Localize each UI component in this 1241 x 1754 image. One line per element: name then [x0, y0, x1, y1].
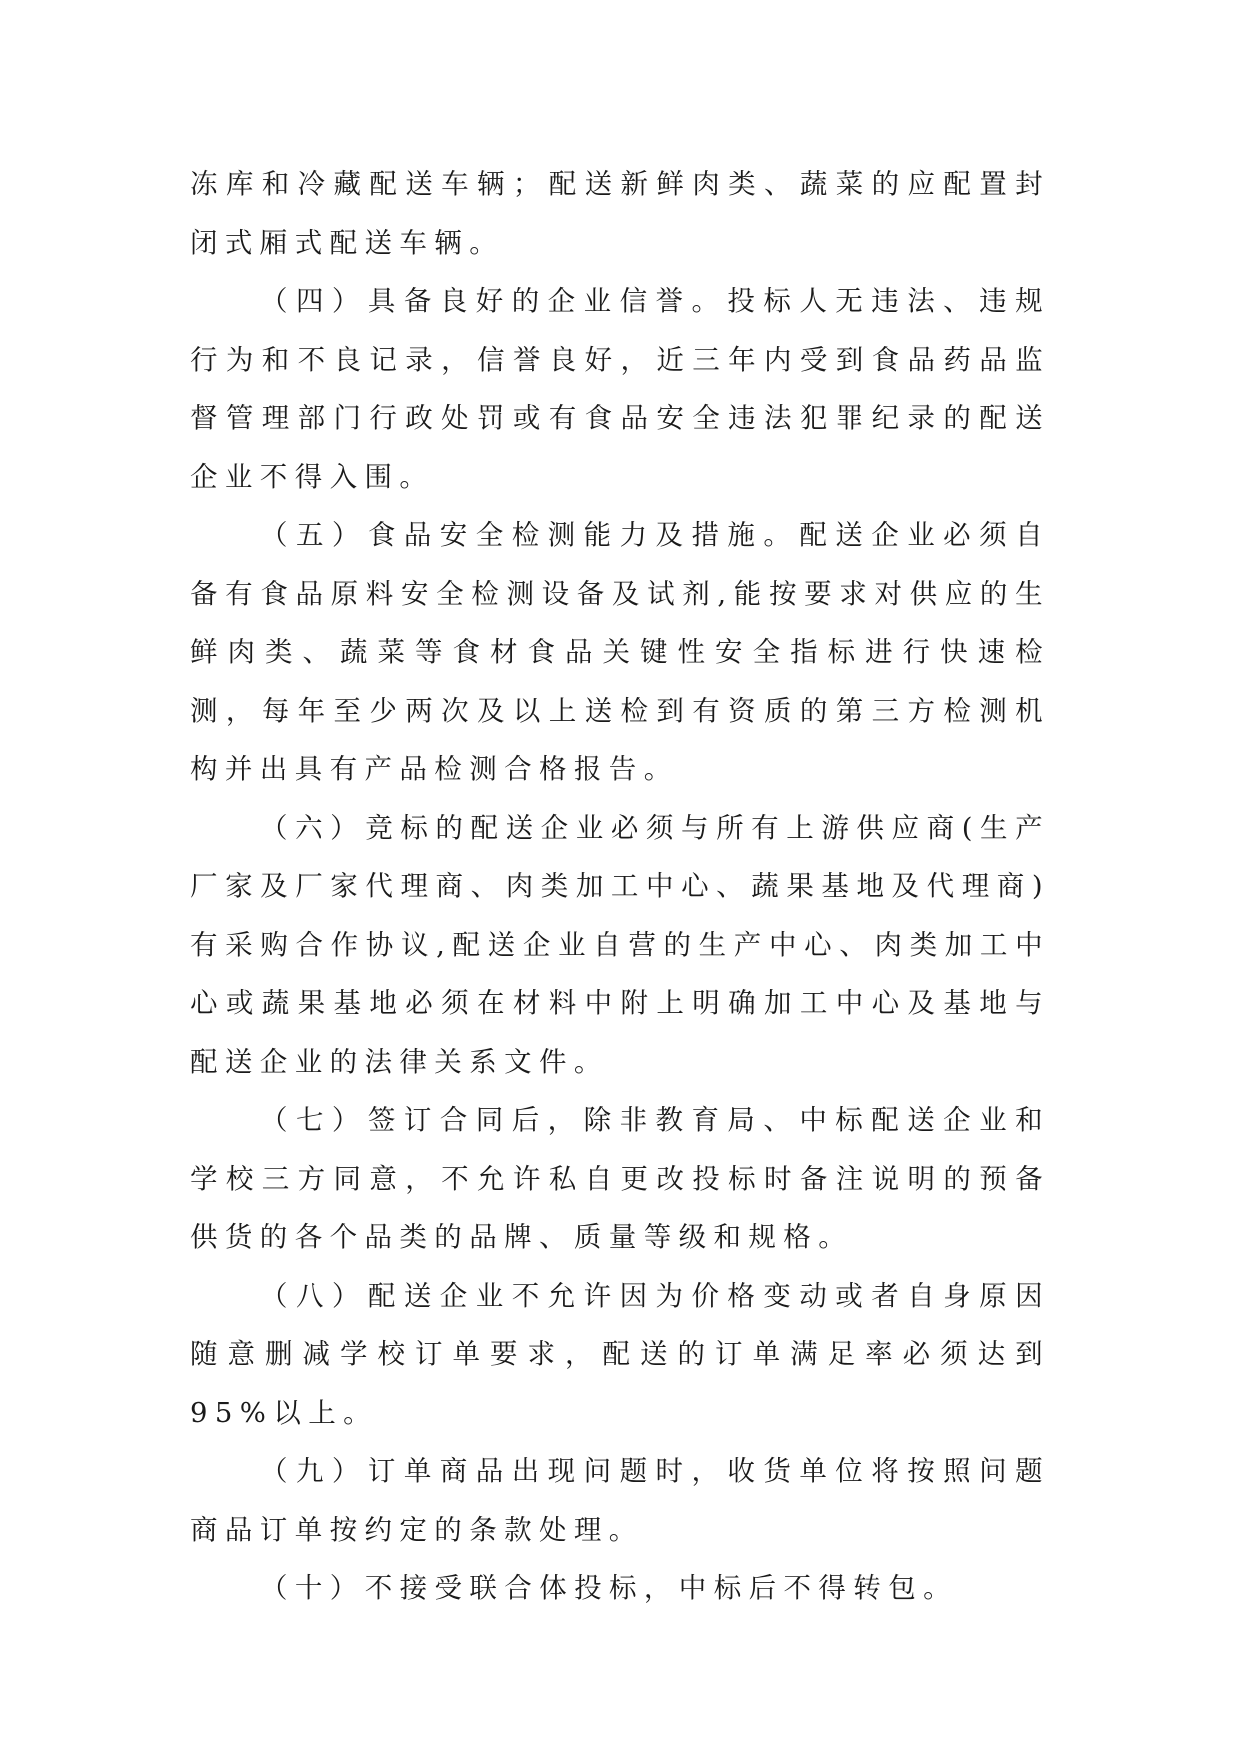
paragraph-7-contract: （七）签订合同后，除非教育局、中标配送企业和学校三方同意，不允许私自更改投标时备注说明的预备供货的各个品类的品牌、质量等级和规格。	[190, 1104, 1050, 1253]
paragraph-4-credit: （四）具备良好的企业信誉。投标人无违法、违规行为和不良记录，信誉良好，近三年内受到食品药品监督管理部门行政处罚或有食品安全违法犯罪纪录的配送企业不得入围。	[190, 285, 1050, 493]
paragraph-5-testing: （五）食品安全检测能力及措施。配送企业必须自备有食品原料安全检测设备及试剂,能按要求对供应的生鲜肉类、蔬菜等食材食品关键性安全指标进行快速检测，每年至少两次及以上送检到有资质的第三方检测机构并出具有产品检测合格报告。	[190, 519, 1050, 785]
document-body	[190, 155, 1050, 1618]
paragraph-continuation: 冻库和冷藏配送车辆；配送新鲜肉类、蔬菜的应配置封闭式厢式配送车辆。	[190, 168, 1050, 259]
paragraph-8-orders: （八）配送企业不允许因为价格变动或者自身原因随意删减学校订单要求，配送的订单满足率必须达到95%以上。	[190, 1279, 1050, 1429]
paragraph-10-consortium: （十）不接受联合体投标，中标后不得转包。	[260, 1572, 958, 1604]
paragraph-9-problems: （九）订单商品出现问题时，收货单位将按照问题商品订单按约定的条款处理。	[190, 1455, 1050, 1546]
paragraph-6-suppliers: （六）竞标的配送企业必须与所有上游供应商(生产厂家及厂家代理商、肉类加工中心、蔬果基地及代理商)有采购合作协议,配送企业自营的生产中心、肉类加工中心或蔬果基地必须在材料中附上明确加工中心及基地与配送企业的法律关系文件。	[190, 811, 1050, 1078]
